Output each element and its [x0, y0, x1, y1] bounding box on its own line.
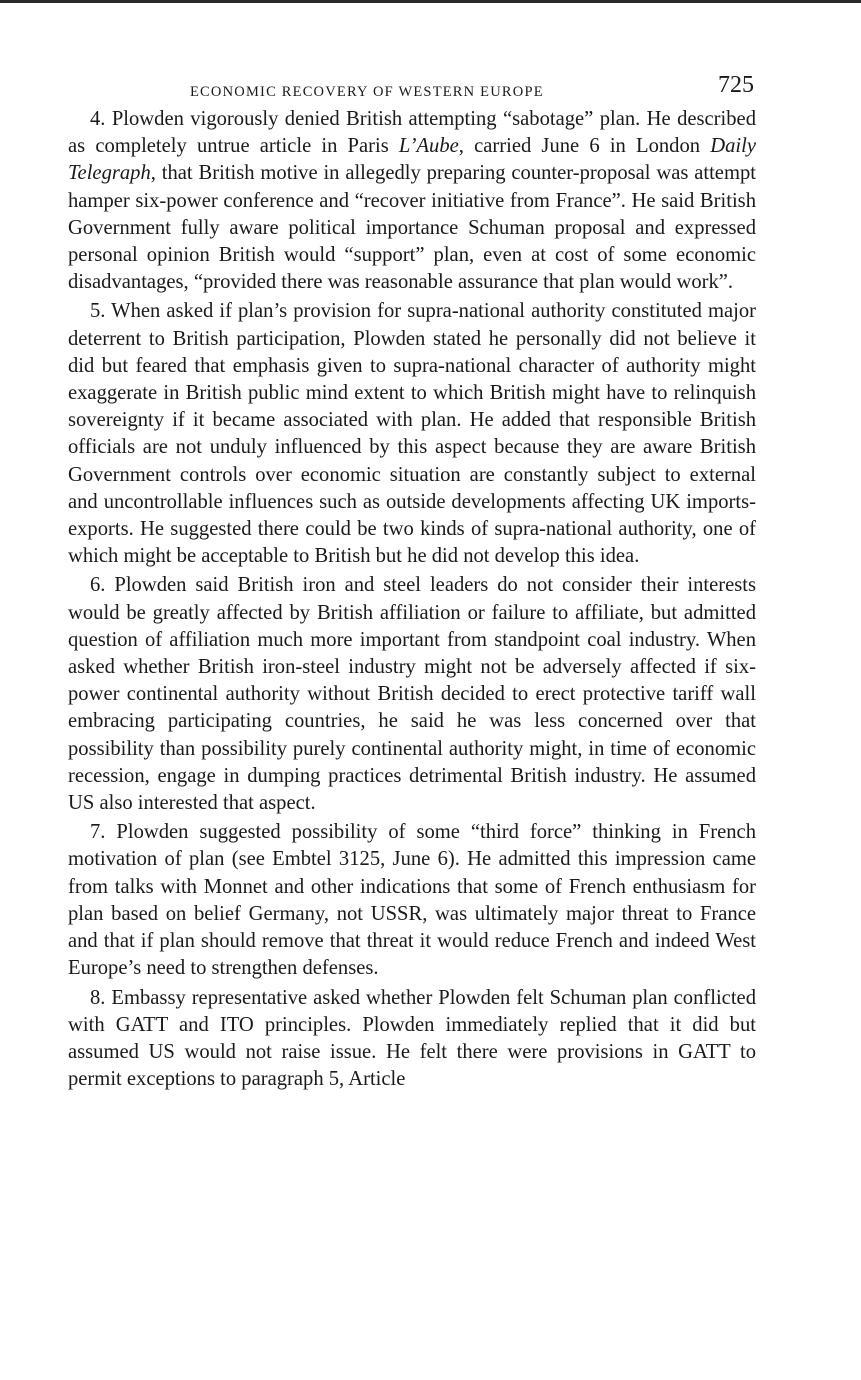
paragraph-4-text-c: , that British motive in allegedly preparing counter-proposal was attempt hamper six-power conference and “recover initiative from France”. He said British Government fully aware political importance Schuman proposal and expressed personal opinion British would “support” plan, even at cost of some economic disadvantages, “provided there was reasonable assurance that plan would work”. [68, 162, 756, 294]
paragraph-6: 6. Plowden said British iron and steel leaders do not consider their interests would be greatly affected by British affiliation or failure to affiliate, but admitted question of affiliation much more important from standpoint coal industry. When asked whether British iron-steel industry might not be adversely affected if six-power continental authority without British decided to erect protective tariff wall embracing participating countries, he said he was less concerned over that possibility than possibility purely continental authority might, in time of economic recession, engage in dumping practices detrimental British industry. He assumed US also interested that aspect. [68, 574, 756, 815]
running-head [68, 62, 756, 106]
running-title: ECONOMIC RECOVERY OF WESTERN EUROPE [190, 84, 544, 100]
paragraph-8: 8. Embassy representative asked whether Plowden felt Schuman plan conflicted with GATT and ITO principles. Plowden immediately replied that it did but assumed US would not raise issue. He felt there were provisions in GATT to permit exceptions to paragraph 5, Article [68, 986, 756, 1091]
page-top-edge [0, 0, 861, 3]
paragraph-7: 7. Plowden suggested possibility of some “third force” thinking in French motivation of plan (see Embtel 3125, June 6). He admitted this impression came from talks with Monnet and other indications that some of French enthusiasm for plan based on belief Germany, not USSR, was ultimately major threat to France and that if plan should remove that threat it would reduce French and indeed West Europe’s need to strengthen defenses. [68, 821, 756, 980]
document-page [68, 62, 756, 1095]
newspaper-title-daily-telegraph: Daily Telegraph [68, 135, 756, 185]
page-number: 725 [718, 72, 754, 98]
newspaper-title-laube: L’Aube [398, 135, 459, 158]
paragraph-4-text-b: , carried June 6 in London [458, 135, 711, 158]
paragraph-4-text-a: 4. Plowden vigorously denied British attempting “sabotage” plan. He described as completely untrue article in Paris [68, 108, 756, 158]
paragraph-4 [68, 106, 756, 296]
paragraph-5: 5. When asked if plan’s provision for supra-national authority constituted major deterrent to British participation, Plowden stated he personally did not believe it did but feared that emphasis given to supra-national character of authority might exaggerate in British public mind extent to which British might have to relinquish sovereignty if it became associated with plan. He added that responsible British officials are not unduly influenced by this aspect because they are aware British Government controls over economic situation are constantly subject to external and uncontrollable influences such as outside developments affecting UK imports-exports. He suggested there could be two kinds of supra-national authority, one of which might be acceptable to British but he did not develop this idea. [68, 300, 756, 568]
body-text [68, 106, 756, 1093]
